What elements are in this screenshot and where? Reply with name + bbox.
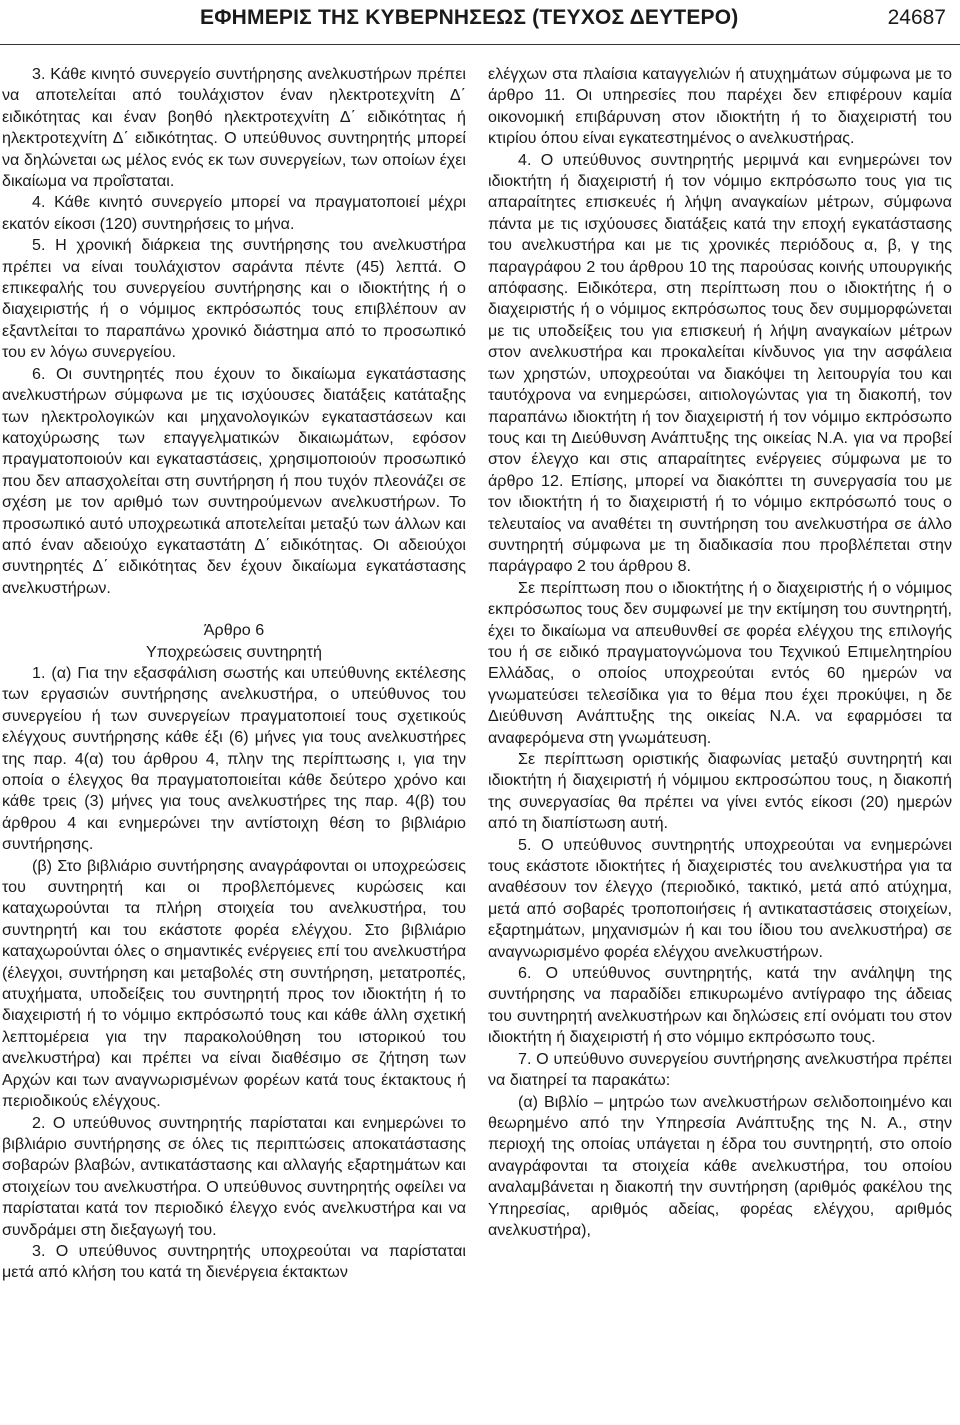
article-title: Άρθρο 6 <box>203 621 265 640</box>
paragraph: 4. Ο υπεύθυνος συντηρητής μεριμνά και ενημερώνει τον ιδιοκτήτη ή διαχειριστή ή τον νόμιμο εκπρόσωπο τους για τις απαραίτητες επισκευές ή λήψη αναγκαίων μέτρων, σύμφωνα πάντα με τις ισχύουσες διατάξεις κατά την εποχή εγκατάστασης του ανελκυστήρα και με τις χρονικές περιόδους α, β, γ της παραγράφου 2 του άρθρου 10 της παρούσας κοινής υπουργικής απόφασης. Ειδικότερα, στη περίπτωση που ο ιδιοκτήτης ή ο διαχειριστής ή ο νόμιμος εκπρόσωπος τους δεν συμμορφώνεται με τις υποδείξεις του για επισκευή ή λήψη αναγκαίων μέτρων στον ανελκυστήρα και προκαλείται κίνδυνος για την ασφάλεια των χρηστών, υποχρεούται να διακόψει τη λειτουργία του και ταυτόχρονα να ενημερώσει, αιτιολογώντας για τη διακοπή, τον παραπάνω ιδιοκτήτη ή τον διαχειριστή ή τον νόμιμο εκπρόσωπο τους και τη Διεύθυνση Ανάπτυξης της οικείας Ν.Α. για να προβεί στον έλεγχο και στις απαραίτητες ενέργειες σύμφωνα με το άρθρο 12. Επίσης, μπορεί να διακόπτει τη συνεργασία του με τον ιδιοκτήτη ή το διαχειριστή ή το νόμιμο εκπρόσωπό τους ο τελευταίος να αναθέτει τη συντήρηση του ανελκυστήρα σε άλλο συντηρητή σύμφωνα με τη διαδικασία που προβλέπεται στην παράγραφο 2 του άρθρου 8. <box>488 150 952 576</box>
paragraph: 5. Η χρονική διάρκεια της συντήρησης του ανελκυστήρα πρέπει να είναι τουλάχιστον σαράντα πέντε (45) λεπτά. Ο επικεφαλής του συνεργείου συντήρησης και ο ιδιοκτήτης ή ο διαχειριστής ή ο νόμιμος εκπρόσωπός τους επιβλέπουν αν εξαντλείται το παραπάνω χρονικό διάστημα από το προσωπικό του εν λόγω συνεργείου. <box>2 236 466 362</box>
paragraph: 1. (α) Για την εξασφάλιση σωστής και υπεύθυνης εκτέλεσης των εργασιών συντήρησης ανελκυστήρα, ο υπεύθυνος του συνεργείου ή των συνεργείων πραγματοποιεί τους σχετικούς ελέγχους συντήρησης κάθε έξι (6) μήνες για τους ανελκυστήρες της παρ. 4(α) του άρθρου 4, πλην της περίπτωσης ι, για την οποία ο έλεγχος θα πραγματοποιείται κάθε δεύτερο χρόνο και κάθε τρεις (3) μήνες για τους ανελκυστήρες της παρ. 4(β) του άρθρου 4 και ενημερώνει την αντίστοιχη θέση το βιβλιάριο συντήρησης. <box>2 663 466 854</box>
paragraph: (α) Βιβλίο – μητρώο των ανελκυστήρων σελιδοποιημένο και θεωρημένο από την Υπηρεσία Ανάπτυξης της Ν. Α., στην περιοχή της οποίας υπάγεται η έδρα του συντηρητή, στο οποίο αναγράφονται τα στοιχεία κάθε ανελκυστήρα, του οποίου αναλαμβάνεται η διακοπή την συντήρηση (αριθμός φακέλου της Υπηρεσίας, αριθμός αδείας, φορέας ελέγχου, αριθμός ανελκυστήρα), <box>488 1092 952 1239</box>
page-header <box>0 0 960 46</box>
paragraph: 3. Κάθε κινητό συνεργείο συντήρησης ανελκυστήρων πρέπει να αποτελείται από τουλάχιστον έναν ηλεκτροτεχνίτη Δ΄ ειδικότητας και έναν βοηθό ηλεκτροτεχνίτη Δ΄ ειδικότητας ή ηλεκτροτεχνίτη Δ΄ ειδικότητας. Ο υπεύθυνος συντηρητής μπορεί να δηλώνεται ως μέλος ενός εκ των συνεργείων, των οποίων έχει δικαίωμα να προΐσταται. <box>2 65 466 191</box>
header-divider <box>0 44 960 45</box>
paragraph: 4. Κάθε κινητό συνεργείο μπορεί να πραγματοποιεί μέχρι εκατόν είκοσι (120) συντηρήσεις το μήνα. <box>2 193 466 233</box>
paragraph: ελέγχων στα πλαίσια καταγγελιών ή ατυχημάτων σύμφωνα με το άρθρο 11. Οι υπηρεσίες που παρέχει δεν επιφέρουν καμία οικονομική επιβάρυνση στον ιδιοκτήτη ή το διαχειριστή του κτιρίου όπου είναι εγκατεστημένος ο ανελκυστήρας. <box>488 65 952 148</box>
paragraph: 7. Ο υπεύθυνο συνεργείου συντήρησης ανελκυστήρα πρέπει να διατηρεί τα παρακάτω: <box>488 1049 952 1090</box>
paragraph: 6. Οι συντηρητές που έχουν το δικαίωμα εγκατάστασης ανελκυστήρων σύμφωνα με τις ισχύουσες διατάξεις κατάταξης των ηλεκτρολογικών και μηχανολογικών εγκαταστάσεων και κατοχύρωσης των επαγγελματικών δικαιωμάτων, εφόσον πραγματοποιούν και εγκαταστάσεις, χρησιμοποιούν προσωπικό που δεν απασχολείται στη συντήρηση ή που τυχόν πλεονάζει σε σχέση με τον αριθμό των συντηρούμενων ανελκυστήρων. Το προσωπικό αυτό υποχρεωτικά αποτελείται μεταξύ των άλλων και από έναν αδειούχο εγκαταστάτη Δ΄ ειδικότητας. Οι αδειούχοι συντηρητές Δ΄ ειδικότητας δεν έχουν δικαίωμα εγκατάστασης ανελκυστήρων. <box>2 364 466 597</box>
paragraph: Σε περίπτωση που ο ιδιοκτήτης ή ο διαχειριστής ή ο νόμιμος εκπρόσωπος τους δεν συμφωνεί με την εκτίμηση του συντηρητή, έχει το δικαίωμα να απευθυνθεί σε φορέα ελέγχου της επιλογής του ή σε ειδικό πραγματογνώμονα του Τεχνικού Επιμελητηρίου Ελλάδας, ο οποίος υποχρεούται εντός 60 ημερών να γνωματεύσει τελεσίδικα για το θέμα που έχει προκύψει, η δε Διεύθυνση Ανάπτυξης της οικείας Ν.Α. να εφαρμόσει τα αναφερόμενα στη γνωμάτευση. <box>488 578 952 747</box>
paragraph: Σε περίπτωση οριστικής διαφωνίας μεταξύ συντηρητή και ιδιοκτήτη ή διαχειριστή ή νόμιμου εκπροσώπου τους, η διακοπή της συνεργασίας θα πρέπει να γίνει εντός είκοσι (20) ημερών από τη διαπίστωση αυτή. <box>488 750 952 833</box>
paragraph: 2. Ο υπεύθυνος συντηρητής παρίσταται και ενημερώνει το βιβλιάριο συντήρησης σε όλες τις περιπτώσεις αποκατάστασης σοβαρών βλαβών, αντικατάστασης και αλλαγής εξαρτημάτων και στοιχείων του ανελκυστήρα. Ο υπεύθυνος συντηρητής οφείλει να παρίσταται κατά τον περιοδικό έλεγχο ενός ανελκυστήρα και να συνδράμει στη διεξαγωγή του. <box>2 1113 466 1239</box>
paragraph: 6. Ο υπεύθυνος συντηρητής, κατά την ανάληψη της συντήρησης να παραδίδει επικυρωμένο αντίγραφο της άδειας του συντηρητή ανελκυστήρων και δηλώσεις επί ονόματι του στον ιδιοκτήτη ή διαχειριστή ή στο νόμιμο εκπρόσωπο τους. <box>488 964 952 1047</box>
paragraph: 3. Ο υπεύθυνος συντηρητής υποχρεούται να παρίσταται μετά από κλήση του κατά τη διενέργεια έκτακτων <box>2 1241 466 1282</box>
right-column <box>488 64 952 1241</box>
gazette-title: ΕΦΗΜΕΡΙΣ ΤΗΣ ΚΥΒΕΡΝΗΣΕΩΣ (ΤΕΥΧΟΣ ΔΕΥΤΕΡΟ) <box>200 6 739 29</box>
article-subtitle: Υποχρεώσεις συντηρητή <box>146 642 322 661</box>
paragraph: (β) Στο βιβλιάριο συντήρησης αναγράφονται οι υποχρεώσεις του συντηρητή και οι προβλεπόμενες κυρώσεις και καταχωρούνται τα πλήρη στοιχεία του ανελκυστήρα, του συντηρητή και του εκάστοτε φορέα ελέγχου. Στο βιβλιάριο καταχωρούνται όλες ο σημαντικές ενέργειες επί του ανελκυστήρα (έλεγχοι, συντήρηση και μεταβολές στη συντήρηση, μετατροπές, ατυχήματα, υποδείξεις του συντηρητή προς τον ιδιοκτήτη ή το διαχειριστή ή το νόμιμο εκπρόσωπό τους και κάθε άλλη σχετική λεπτομέρεια για την παρακολούθηση του ιστορικού του ανελκυστήρα) και πρέπει να είναι διαθέσιμο σε ζήτηση των Αρχών και των αναγνωρισμένων φορέων κατά τους έκτακτους ή περιοδικούς ελέγχους. <box>2 856 466 1111</box>
paragraph: 5. Ο υπεύθυνος συντηρητής υποχρεούται να ενημερώνει τους εκάστοτε ιδιοκτήτες ή διαχειριστές του ανελκυστήρα για τα αναθέσουν τον έλεγχο (περιοδικό, τακτικό, μετά από ατύχημα, μετά από σοβαρές τροποποιήσεις ή αντικαταστάσεις στοιχείων, εξαρτημάτων, μηχανισμών ή και του ίδιου του ανελκυστήρα) σε αναγνωρισμένο φορέα ελέγχου ανελκυστήρων. <box>488 835 952 961</box>
left-column <box>2 64 466 1284</box>
page-number: 24687 <box>887 6 946 29</box>
